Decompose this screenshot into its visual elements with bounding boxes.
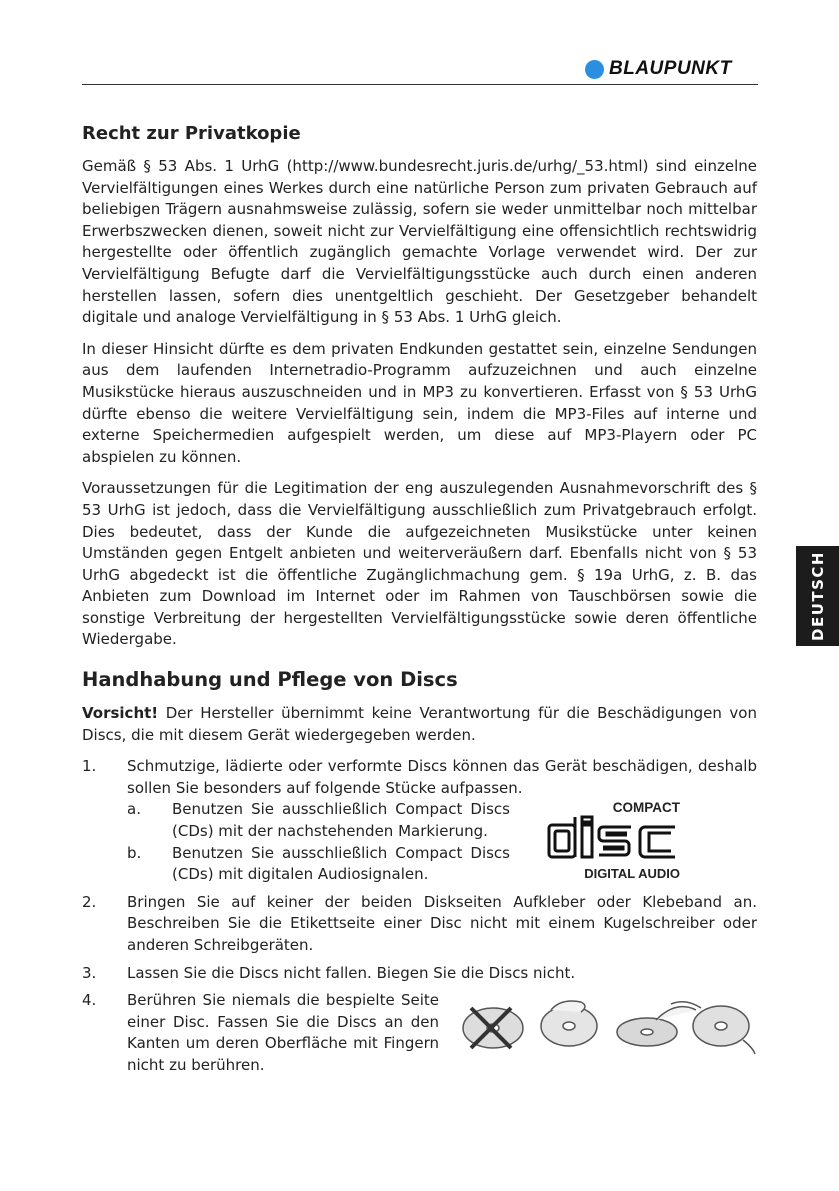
section-title-privatkopie: Recht zur Privatkopie <box>82 123 301 144</box>
language-tab-label: DEUTSCH <box>808 551 827 641</box>
warning-label: Vorsicht! <box>82 704 159 723</box>
list-item <box>82 892 757 957</box>
sub-list-text: Benutzen Sie ausschließlich Compact Discs (CDs) mit der nachstehenden Markierung. <box>172 800 510 841</box>
warning-text: Der Hersteller übernimmt keine Verantwortung für die Beschädigungen von Discs, die mit diesem Gerät wiedergegeben werden. <box>82 704 757 744</box>
compact-disc-logo <box>545 801 680 885</box>
list-item-text: Lassen Sie die Discs nicht fallen. Biegen Sie die Discs nicht. <box>127 963 576 982</box>
paragraph: In dieser Hinsicht dürfte es dem privaten Endkunden gestattet sein, einzelne Sendungen aus dem laufenden Internetradio-Programm aufzuzeichnen und auch einzelne Musikstücke hieraus auszuschneiden und in MP3 zu konvertieren. Erfasst von § 53 UrhG dürfte ebenso die weitere Vervielfältigung sein, indem die MP3-Files auf interne und externe Speichermedien aufgespielt werden, um diese auf MP3-Playern oder PC abspielen zu können. <box>82 339 757 466</box>
sub-list-item <box>127 843 510 886</box>
sub-list-item <box>127 799 510 842</box>
cd-logo-disc-graphic <box>545 815 680 859</box>
list-number: 3. <box>82 963 97 982</box>
list-item-text: Bringen Sie auf keiner der beiden Diskseiten Aufkleber oder Klebeband an. Beschreiben Sie die Etikettseite einer Disc nicht mit einem Kugelschreiber oder anderen Schreibgeräten. <box>127 892 757 954</box>
disc-handling-illustration <box>451 990 756 1058</box>
header-divider <box>82 84 758 85</box>
cd-logo-bottom: DIGITAL AUDIO <box>584 866 680 882</box>
brand-logo <box>585 58 732 80</box>
list-item-text: Schmutzige, lädierte oder verformte Discs können das Gerät beschädigen, deshalb sollen Sie besonders auf folgende Stücke aufpassen. <box>127 757 757 797</box>
language-tab <box>796 546 839 646</box>
paragraph: Voraussetzungen für die Legitimation der eng auszulegenden Ausnahmevorschrift des § 53 UrhG ist jedoch, dass die Vervielfältigung ausschließlich zum Privatgebrauch erfolgt. Dies bedeutet, dass der Kunde die aufgezeichneten Musikstücke unter keinen Umständen gegen Entgelt anbieten und weiterveräußern darf. Ebenfalls nicht von § 53 UrhG abgedeckt ist die öffentliche Zugänglichmachung gem. § 19a UrhG, z. B. das Anbieten zum Download im Internet oder im Rahmen von Tauschbörsen sowie die sonstige Verbreitung der hergestellten Vervielfältigungsstücke sowie deren öffentliche Wiedergabe. <box>82 479 757 649</box>
page-content <box>82 122 757 1083</box>
cd-logo-top: COMPACT <box>612 800 680 816</box>
list-number: 4. <box>82 991 97 1010</box>
list-number: 1. <box>82 757 97 776</box>
section-title-discs: Handhabung und Pflege von Discs <box>82 668 458 692</box>
list-item <box>82 756 757 886</box>
brand-name: BLAUPUNKT <box>609 58 732 79</box>
list-item <box>82 990 757 1076</box>
sub-list-letter: a. <box>127 800 141 819</box>
list-item <box>82 963 757 985</box>
list-item-text: Berühren Sie niemals die bespielte Seite einer Disc. Fassen Sie die Discs an den Kanten um deren Oberfläche mit Fingern nicht zu berühren. <box>127 991 439 1074</box>
sub-list-letter: b. <box>127 843 142 862</box>
sub-list-text: Benutzen Sie ausschließlich Compact Discs (CDs) mit digitalen Audiosignalen. <box>172 843 510 884</box>
warning-paragraph <box>82 703 757 746</box>
list-number: 2. <box>82 892 97 911</box>
paragraph: Gemäß § 53 Abs. 1 UrhG (http://www.bundesrecht.juris.de/urhg/_53.html) sind einzelne Vervielfältigungen eines Werkes durch eine natürliche Person zum privaten Gebrauch auf beliebigen Trägern ausnahmsweise zulässig, sofern sie weder unmittelbar noch mittelbar Erwerbszwecken dienen, soweit nicht zur Vervielfältigung eine offensichtlich rechtswidrig hergestellte oder öffentlich zugänglich gemachte Vorlage verwendet wird. Der zur Vervielfältigung Befugte darf die Vervielfältigungsstücke auch durch einen anderen herstellen lassen, sofern dies unentgeltlich geschieht. Der Gesetzgeber behandelt digitale und analoge Vervielfältigung in § 53 Abs. 1 UrhG gleich. <box>82 157 757 327</box>
brand-dot-icon <box>585 60 604 79</box>
